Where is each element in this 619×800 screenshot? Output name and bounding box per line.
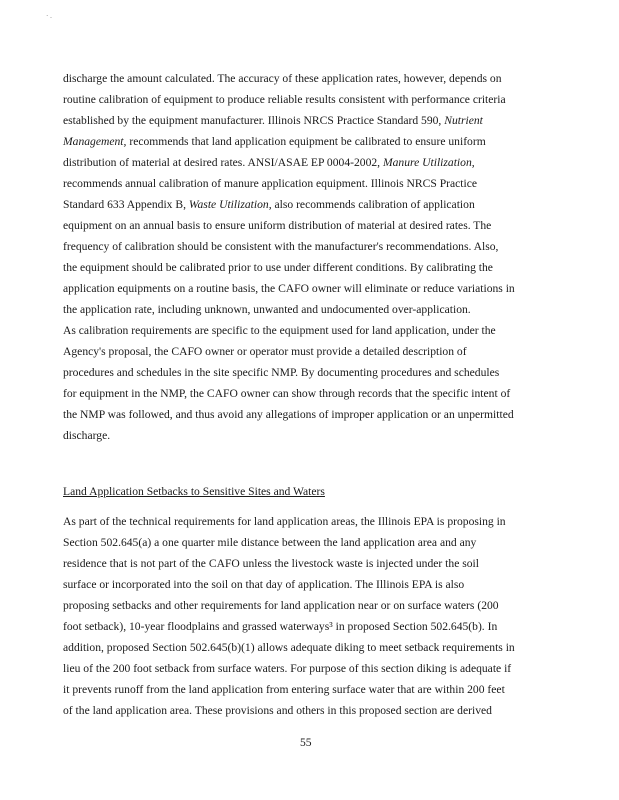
- text-line: addition, proposed Section 502.645(b)(1) allows adequate diking to meet setback requirements in: [63, 641, 515, 654]
- text-line: Standard 633 Appendix B, Waste Utilization, also recommends calibration of application: [63, 198, 475, 211]
- text-line: Management, recommends that land application equipment be calibrated to ensure uniform: [63, 135, 486, 148]
- text-line: frequency of calibration should be consistent with the manufacturer's recommendations. Also,: [63, 240, 499, 253]
- section-heading: Land Application Setbacks to Sensitive Sites and Waters: [63, 485, 325, 498]
- text-line: the application rate, including unknown, unwanted and undocumented over-application.: [63, 303, 471, 316]
- text-line: residence that is not part of the CAFO unless the livestock waste is injected under the soil: [63, 557, 479, 570]
- text-line: Section 502.645(a) a one quarter mile distance between the land application area and any: [63, 536, 477, 549]
- text-line: recommends annual calibration of manure application equipment. Illinois NRCS Practice: [63, 177, 478, 190]
- text-line: surface or incorporated into the soil on that day of application. The Illinois EPA is also: [63, 578, 465, 591]
- page-number: 55: [300, 736, 312, 749]
- scan-corner-mark: · .: [46, 12, 52, 20]
- text-line: application equipments on a routine basis, the CAFO owner will eliminate or reduce variations in: [63, 282, 515, 295]
- text-line: lieu of the 200 foot setback from surface waters. For purpose of this section diking is adequate if: [63, 662, 512, 675]
- text-line: the NMP was followed, and thus avoid any allegations of improper application or an unpermitted: [63, 408, 514, 421]
- text-line: it prevents runoff from the land application from entering surface water that are within 200 feet: [63, 683, 505, 696]
- text-line: distribution of material at desired rates. ANSI/ASAE EP 0004-2002, Manure Utilization,: [63, 156, 475, 169]
- text-line: routine calibration of equipment to produce reliable results consistent with performance criteria: [63, 93, 506, 106]
- text-line: discharge.: [63, 429, 111, 442]
- text-line: the equipment should be calibrated prior to use under different conditions. By calibrating the: [63, 261, 493, 274]
- text-line: for equipment in the NMP, the CAFO owner can show through records that the specific intent of: [63, 387, 511, 400]
- text-line: As calibration requirements are specific to the equipment used for land application, under the: [63, 324, 496, 337]
- text-line: Agency's proposal, the CAFO owner or operator must provide a detailed description of: [63, 345, 467, 358]
- text-line: established by the equipment manufacturer. Illinois NRCS Practice Standard 590, Nutrient: [63, 114, 483, 127]
- text-line: procedures and schedules in the site specific NMP. By documenting procedures and schedules: [63, 366, 500, 379]
- text-line: discharge the amount calculated. The accuracy of these application rates, however, depends on: [63, 72, 502, 85]
- text-line: foot setback), 10-year floodplains and grassed waterways³ in proposed Section 502.645(b). In: [63, 620, 498, 633]
- text-line: proposing setbacks and other requirements for land application near or on surface waters (200: [63, 599, 499, 612]
- text-line: As part of the technical requirements for land application areas, the Illinois EPA is proposing in: [63, 515, 506, 528]
- text-line: equipment on an annual basis to ensure uniform distribution of material at desired rates. The: [63, 219, 492, 232]
- text-line: of the land application area. These provisions and others in this proposed section are derived: [63, 704, 492, 717]
